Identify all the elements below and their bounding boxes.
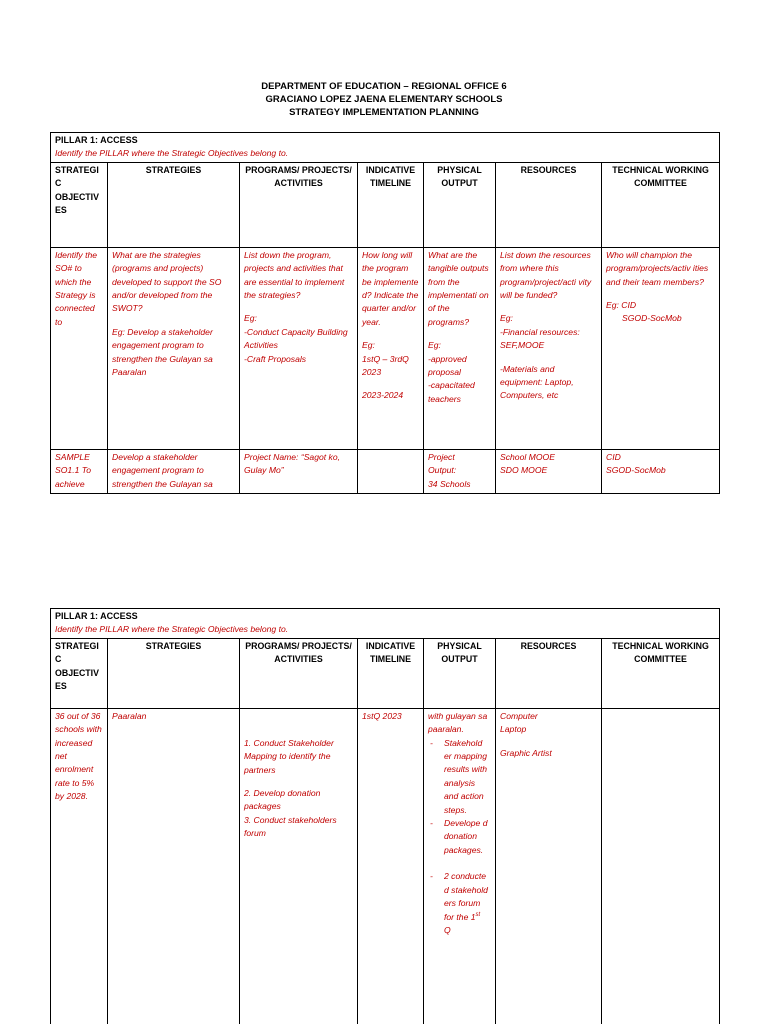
guide-timeline <box>358 247 424 449</box>
guide-resources <box>496 247 602 449</box>
sample-twc <box>602 449 720 493</box>
guide-strategies <box>108 247 240 449</box>
col-header-so: STRATEGI C OBJECTIV ES <box>51 638 108 708</box>
guide-resources-eg-2: -Materials and equipment: Laptop, Computers, etc <box>500 363 574 401</box>
guide-timeline-eg-2: 2023-2024 <box>362 390 404 401</box>
pillar-cell <box>51 133 720 163</box>
col-header-resources: RESOURCES <box>496 162 602 247</box>
header-line-1: DEPARTMENT OF EDUCATION – REGIONAL OFFICE 6 <box>261 81 507 92</box>
row-so: 36 out of 36 schools with increased net enrolment rate to 5% by 2028. <box>51 708 108 1024</box>
row-programs <box>240 708 358 1024</box>
row-output-list <box>428 737 491 938</box>
guide-twc-eg-2: SGOD-SocMob <box>622 313 682 324</box>
guide-programs-eg-1: -Conduct Capacity Building Activities <box>244 326 348 351</box>
sample-programs: Project Name: “Sagot ko, Gulay Mo” <box>240 449 358 493</box>
col-header-twc: TECHNICAL WORKING COMMITTEE <box>602 162 720 247</box>
col-header-programs: PROGRAMS/ PROJECTS/ ACTIVITIES <box>240 162 358 247</box>
guide-twc <box>602 247 720 449</box>
document-header <box>0 80 768 119</box>
guide-programs-question: List down the program, projects and activities that are essential to implement the strategies? <box>244 249 345 301</box>
row-output-item-1: - Stakehold er mapping results with analysis and action steps. <box>428 737 491 817</box>
row-output-item-3-text: 2 conducte d stakehold ers forum for the 1 <box>444 871 488 922</box>
row-output-item-3 <box>428 870 491 937</box>
header-line-3: STRATEGY IMPLEMENTATION PLANNING <box>289 107 479 118</box>
guide-strategies-example: Eg: Develop a stakeholder engagement program to strengthen the Gulayan sa Paaralan <box>112 326 213 378</box>
col-header-twc: TECHNICAL WORKING COMMITTEE <box>602 638 720 708</box>
guide-timeline-question: How long will the program be implemente d? Indicate the quarter and/or year. <box>362 249 419 327</box>
pillar-row <box>51 609 720 639</box>
col-header-output: PHYSICAL OUTPUT <box>424 162 496 247</box>
pillar-title: PILLAR 1: ACCESS <box>55 135 138 145</box>
guide-output-eg-1: -approved proposal <box>428 353 467 378</box>
col-header-timeline: INDICATIVE TIMELINE <box>358 162 424 247</box>
strategy-table-2 <box>50 608 720 1024</box>
pillar-row <box>51 133 720 163</box>
row-strategies: Paaralan <box>108 708 240 1024</box>
guide-twc-eg-1: Eg: CID <box>606 300 637 311</box>
row-twc <box>602 708 720 1024</box>
row-programs-2: 2. Develop donation packages <box>244 788 321 812</box>
sample-strategies: Develop a stakeholder engagement program to strengthen the Gulayan sa <box>108 449 240 493</box>
guide-resources-question: List down the resources from where this program/project/acti vity will be funded? <box>500 249 592 301</box>
guide-output-eg-2: -capacitated teachers <box>428 380 475 404</box>
row-programs-3: 3. Conduct stakeholders forum <box>244 814 337 839</box>
guide-output <box>424 247 496 449</box>
guide-strategies-question: What are the strategies (programs and projects) developed to support the SO and/or developed from the SWOT? <box>112 249 222 314</box>
guide-programs-eg: Eg: <box>244 313 257 324</box>
col-header-programs: PROGRAMS/ PROJECTS/ ACTIVITIES <box>240 638 358 708</box>
pillar-title: PILLAR 1: ACCESS <box>55 611 138 621</box>
guide-row <box>51 247 720 449</box>
sample-resources-1: School MOOE <box>500 451 555 462</box>
guide-resources-eg: Eg: <box>500 313 513 324</box>
sample-resources <box>496 449 602 493</box>
pillar-hint: Identify the PILLAR where the Strategic Objectives belong to. <box>55 148 289 159</box>
col-header-strategies: STRATEGIES <box>108 162 240 247</box>
guide-output-eg: Eg: <box>428 340 441 351</box>
row-resources-3: Graphic Artist <box>500 747 552 758</box>
row-output-item-2: - Develope d donation packages. <box>428 817 491 857</box>
guide-timeline-eg: Eg: <box>362 340 375 351</box>
sample-twc-1: CID <box>606 451 621 462</box>
sample-timeline <box>358 449 424 493</box>
pillar-hint: Identify the PILLAR where the Strategic Objectives belong to. <box>55 624 289 635</box>
col-header-resources: RESOURCES <box>496 638 602 708</box>
guide-timeline-eg-1: 1stQ – 3rdQ 2023 <box>362 353 409 378</box>
row-resources-2: Laptop <box>500 724 527 735</box>
guide-programs-eg-2: -Craft Proposals <box>244 353 307 364</box>
column-header-row <box>51 162 720 247</box>
guide-resources-eg-1: -Financial resources: SEF,MOOE <box>500 326 580 351</box>
row-output <box>424 708 496 1024</box>
sample-output <box>424 449 496 493</box>
row-output-item-3-sup: st <box>475 911 481 918</box>
col-header-strategies: STRATEGIES <box>108 638 240 708</box>
row-output-item-3-end: Q <box>444 924 451 935</box>
pillar-cell <box>51 609 720 639</box>
col-header-timeline: INDICATIVE TIMELINE <box>358 638 424 708</box>
guide-twc-question: Who will champion the program/projects/activ ities and their team members? <box>606 249 709 287</box>
sample-so: SAMPLE SO1.1 To achieve <box>51 449 108 493</box>
sample-output-3: 34 Schools <box>428 478 471 489</box>
guide-programs <box>240 247 358 449</box>
sample-output-1: Project <box>428 451 455 462</box>
col-header-so: STRATEGI C OBJECTIV ES <box>51 162 108 247</box>
column-header-row <box>51 638 720 708</box>
sample-output-2: Output: <box>428 465 457 476</box>
sample-resources-2: SDO MOOE <box>500 465 548 476</box>
row-timeline: 1stQ 2023 <box>358 708 424 1024</box>
plan-row <box>51 708 720 1024</box>
row-output-intro: with gulayan sa paaralan. <box>428 710 488 735</box>
row-programs-1: 1. Conduct Stakeholder Mapping to identify the partners <box>244 737 334 775</box>
col-header-output: PHYSICAL OUTPUT <box>424 638 496 708</box>
guide-so: Identify the SO# to which the Strategy is connected to <box>51 247 108 449</box>
sample-twc-2: SGOD-SocMob <box>606 465 666 476</box>
strategy-table-1 <box>50 132 720 494</box>
row-resources <box>496 708 602 1024</box>
header-line-2: GRACIANO LOPEZ JAENA ELEMENTARY SCHOOLS <box>265 94 503 105</box>
row-resources-1: Computer <box>500 710 538 721</box>
guide-output-question: What are the tangible outputs from the implementati on of the programs? <box>428 249 489 327</box>
sample-row <box>51 449 720 493</box>
